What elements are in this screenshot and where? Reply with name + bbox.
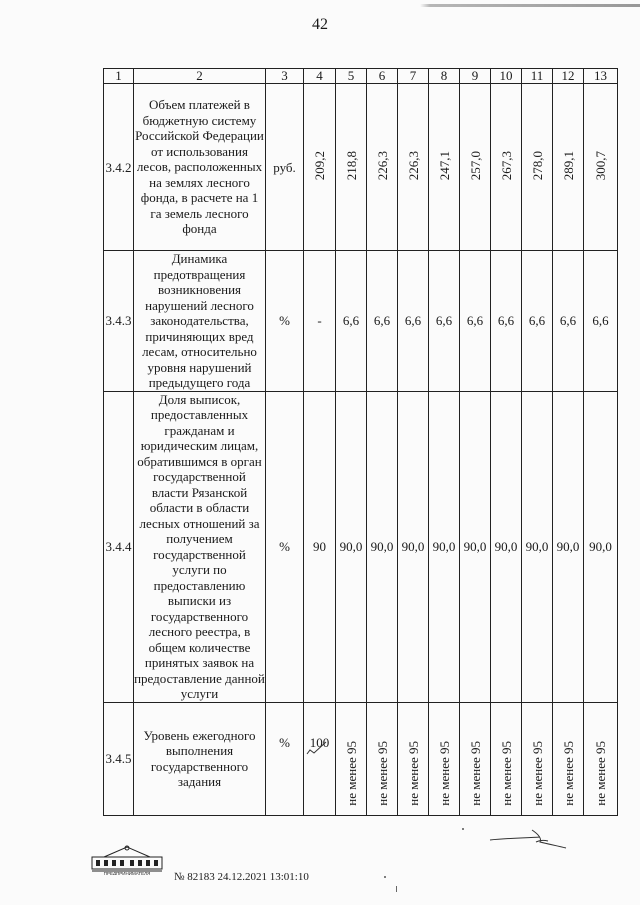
- value-cell: -: [304, 251, 336, 392]
- header-cell: 4: [304, 69, 336, 84]
- unit-cell: %: [266, 251, 304, 392]
- value-cell: 218,8: [343, 150, 359, 181]
- value-cell: 257,0: [467, 150, 483, 181]
- scan-top-edge: [0, 4, 640, 7]
- page-number: 42: [312, 16, 328, 33]
- value-cell: 6,6: [491, 251, 522, 392]
- header-cell: 3: [266, 69, 304, 84]
- number-sign: №: [174, 871, 185, 883]
- value-cell: не менее 95: [593, 740, 608, 806]
- value-cell: 6,6: [460, 251, 491, 392]
- header-cell: 11: [522, 69, 553, 84]
- header-cell: 1: [104, 69, 134, 84]
- header-cell: 12: [553, 69, 584, 84]
- value-cell: 90: [304, 391, 336, 702]
- header-cell: 5: [336, 69, 367, 84]
- value-cell: не менее 95: [498, 740, 514, 806]
- scan-speck: [396, 886, 397, 892]
- value-cell: не менее 95: [467, 740, 483, 806]
- scan-speck: [462, 828, 464, 830]
- value-cell: 100: [304, 702, 336, 815]
- table-row: [104, 84, 618, 251]
- value-cell: 6,6: [522, 251, 553, 392]
- indicator-name: Доля выписок, предоставленных гражданам и юридическим лицам, обратившимся в орган государственной власти Рязанской области в области лесных отношений за получением государственной услуги по предоставлению выписки из государственного лесного реестра, в общем количестве принятых заявок на предоставление данной услуги: [134, 391, 265, 701]
- value-cell: 300,7: [593, 150, 608, 181]
- header-cell: 2: [134, 69, 266, 84]
- indicator-name: Динамика предотвращения возникновения нарушений лесного законодательства, причиняющих вред лесам, относительно уровня нарушений предыдущего года: [134, 251, 266, 392]
- value-cell: 209,2: [312, 150, 327, 181]
- value-cell: не менее 95: [529, 740, 545, 806]
- value-cell: не менее 95: [436, 740, 452, 806]
- header-cell: 7: [398, 69, 429, 84]
- value-cell: 90,0: [491, 391, 522, 702]
- row-number: 3.4.5: [104, 702, 134, 815]
- indicators-table: [103, 68, 618, 816]
- unit-cell: %: [266, 702, 304, 815]
- value-cell: не менее 95: [374, 740, 390, 806]
- value-cell: 289,1: [560, 150, 576, 181]
- unit-cell: руб.: [266, 84, 304, 251]
- value-cell: 90,0: [367, 391, 398, 702]
- value-cell: 226,3: [405, 150, 421, 181]
- registration-stamp: [174, 871, 309, 883]
- document-footer: [90, 843, 390, 883]
- stamp-caption: ПРЕДПРИНИМАТЕЛЯ: [103, 871, 151, 875]
- header-cell: 8: [429, 69, 460, 84]
- value-cell: 90,0: [336, 391, 367, 702]
- table-row: [104, 251, 618, 392]
- value-cell: 90,0: [398, 391, 429, 702]
- header-cell: 9: [460, 69, 491, 84]
- value-cell: 6,6: [584, 251, 618, 392]
- scan-speck: [384, 876, 386, 878]
- value-cell: 90,0: [429, 391, 460, 702]
- table-header-row: [104, 69, 618, 84]
- value-cell: 6,6: [367, 251, 398, 392]
- indicator-name: Объем платежей в бюджетную систему Российской Федерации от использования лесов, расположенных на землях лесного фонда, в расчете на 1 га земель лесного фонда: [134, 84, 266, 251]
- row-number: 3.4.2: [104, 84, 134, 251]
- unit-cell: %: [266, 391, 304, 702]
- value-cell: 90,0: [553, 391, 584, 702]
- value-cell: 267,3: [498, 150, 514, 181]
- value-cell: не менее 95: [560, 740, 576, 806]
- value-cell: 278,0: [529, 150, 545, 181]
- indicator-name: Уровень ежегодного выполнения государственного задания: [134, 702, 266, 815]
- header-cell: 6: [367, 69, 398, 84]
- value-cell: 6,6: [429, 251, 460, 392]
- value-cell: 6,6: [398, 251, 429, 392]
- table-row: [104, 391, 618, 702]
- government-building-stamp: [90, 843, 164, 875]
- value-cell: не менее 95: [343, 740, 359, 806]
- header-cell: 13: [584, 69, 618, 84]
- pen-check-mark: [306, 738, 328, 756]
- value-cell: 90,0: [584, 391, 618, 702]
- value-cell: 90,0: [460, 391, 491, 702]
- signature-mark: [488, 826, 568, 852]
- row-number: 3.4.3: [104, 251, 134, 392]
- header-cell: 10: [491, 69, 522, 84]
- value-cell: 226,3: [374, 150, 390, 181]
- value-cell: 6,6: [553, 251, 584, 392]
- value-cell: 6,6: [336, 251, 367, 392]
- value-cell: 247,1: [436, 150, 452, 181]
- value-cell: 90,0: [522, 391, 553, 702]
- registration-id: 82183 24.12.2021 13:01:10: [187, 871, 309, 883]
- value-cell: не менее 95: [405, 740, 421, 806]
- table-row: [104, 702, 618, 815]
- row-number: 3.4.4: [104, 391, 134, 702]
